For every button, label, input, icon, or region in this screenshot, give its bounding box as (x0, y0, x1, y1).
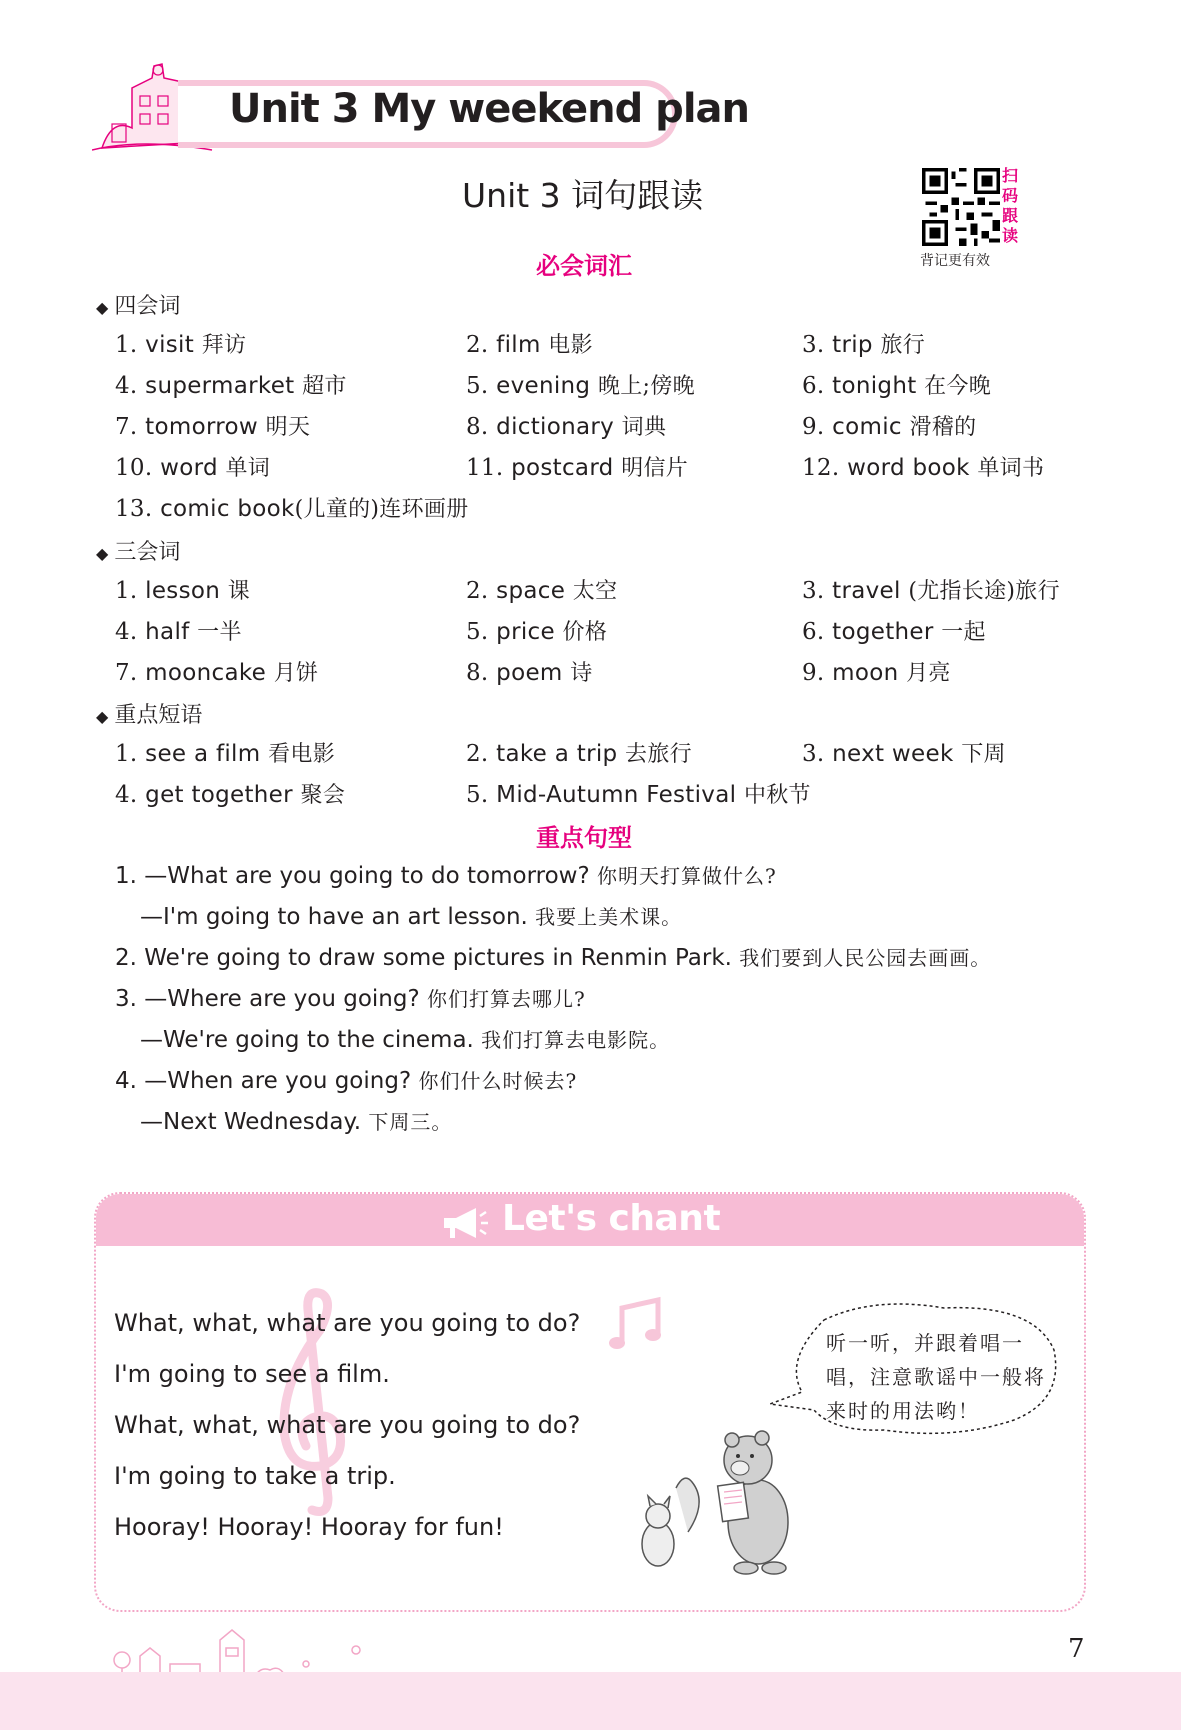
vocab-item: 5. price 价格 (466, 619, 608, 645)
vocab-item: 6. tonight 在今晚 (802, 373, 992, 399)
vocab-item: 1. visit 拜访 (115, 332, 247, 358)
page-subtitle: Unit 3 词句跟读 (462, 176, 704, 215)
vocab-item: 2. space 太空 (466, 578, 618, 604)
speech-bubble-text: 听一听，并跟着唱一唱，注意歌谣中一般将来时的用法哟！ (826, 1331, 1046, 1423)
vocab-item: 5. evening 晚上;傍晚 (466, 373, 695, 399)
chant-line: What, what, what are you going to do? (114, 1309, 581, 1337)
vocab-item: 7. mooncake 月饼 (115, 660, 319, 686)
vocab-item: 1. see a film 看电影 (115, 741, 335, 767)
megaphone-icon (438, 1204, 488, 1242)
vocab-item: 3. trip 旅行 (802, 332, 926, 358)
sentence-line: 4. —When are you going? 你们什么时候去? (115, 1068, 578, 1094)
vocab-item: 10. word 单词 (115, 455, 271, 481)
chant-line: What, what, what are you going to do? (114, 1411, 581, 1439)
chant-line: I'm going to see a film. (114, 1360, 390, 1388)
vocab-item: 8. dictionary 词典 (466, 414, 667, 440)
vocab-heading: 必会词汇 (536, 252, 632, 280)
chant-line: I'm going to take a trip. (114, 1462, 396, 1490)
qr-code-icon[interactable] (922, 168, 1000, 246)
town-decoration-icon (110, 1620, 370, 1680)
vocab-item: 5. Mid-Autumn Festival 中秋节 (466, 782, 811, 808)
vocab-item: 13. comic book(儿童的)连环画册 (115, 496, 469, 522)
sentence-line: 3. —Where are you going? 你们打算去哪儿? (115, 986, 586, 1012)
vocab-item: 8. poem 诗 (466, 660, 593, 686)
vocab-item: 3. travel (尤指长途)旅行 (802, 578, 1060, 604)
vocab-item: 11. postcard 明信片 (466, 455, 689, 481)
sentence-line: —Next Wednesday. 下周三。 (140, 1109, 453, 1135)
qr-caption: 背记更有效 (920, 253, 990, 269)
category-heading: ◆ 重点短语 (96, 703, 203, 728)
vocab-item: 3. next week 下周 (802, 741, 1006, 767)
category-heading: ◆ 四会词 (96, 294, 181, 319)
vocab-item: 9. moon 月亮 (802, 660, 951, 686)
unit-title: Unit 3 My weekend plan (229, 86, 749, 132)
sentence-line: —We're going to the cinema. 我们打算去电影院。 (140, 1027, 671, 1053)
vocab-item: 4. supermarket 超市 (115, 373, 347, 399)
sentence-line: 1. —What are you going to do tomorrow? 你明天打算做什么? (115, 863, 777, 889)
diamond-bullet-icon: ◆ (96, 544, 109, 563)
vocab-item: 4. half 一半 (115, 619, 242, 645)
diamond-bullet-icon: ◆ (96, 298, 109, 317)
sentence-heading: 重点句型 (536, 824, 632, 852)
footer-band (0, 1672, 1181, 1730)
chant-title: Let's chant (502, 1198, 721, 1239)
chant-line: Hooray! Hooray! Hooray for fun! (114, 1513, 504, 1541)
diamond-bullet-icon: ◆ (96, 707, 109, 726)
bear-and-squirrel-illustration-icon (628, 1412, 800, 1576)
category-heading: ◆ 三会词 (96, 540, 181, 565)
vocab-item: 2. film 电影 (466, 332, 593, 358)
vocab-item: 2. take a trip 去旅行 (466, 741, 692, 767)
qr-side-label: 扫码跟读 (1002, 166, 1019, 245)
vocab-item: 7. tomorrow 明天 (115, 414, 311, 440)
sentence-line: 2. We're going to draw some pictures in Renmin Park. 我们要到人民公园去画画。 (115, 945, 992, 971)
vocab-item: 9. comic 滑稽的 (802, 414, 977, 440)
vocab-item: 12. word book 单词书 (802, 455, 1045, 481)
vocab-item: 4. get together 聚会 (115, 782, 346, 808)
vocab-item: 1. lesson 课 (115, 578, 251, 604)
vocab-item: 6. together 一起 (802, 619, 986, 645)
page-number: 7 (1068, 1634, 1085, 1664)
music-note-icon (606, 1296, 666, 1356)
sentence-line: —I'm going to have an art lesson. 我要上美术课。 (140, 904, 683, 930)
